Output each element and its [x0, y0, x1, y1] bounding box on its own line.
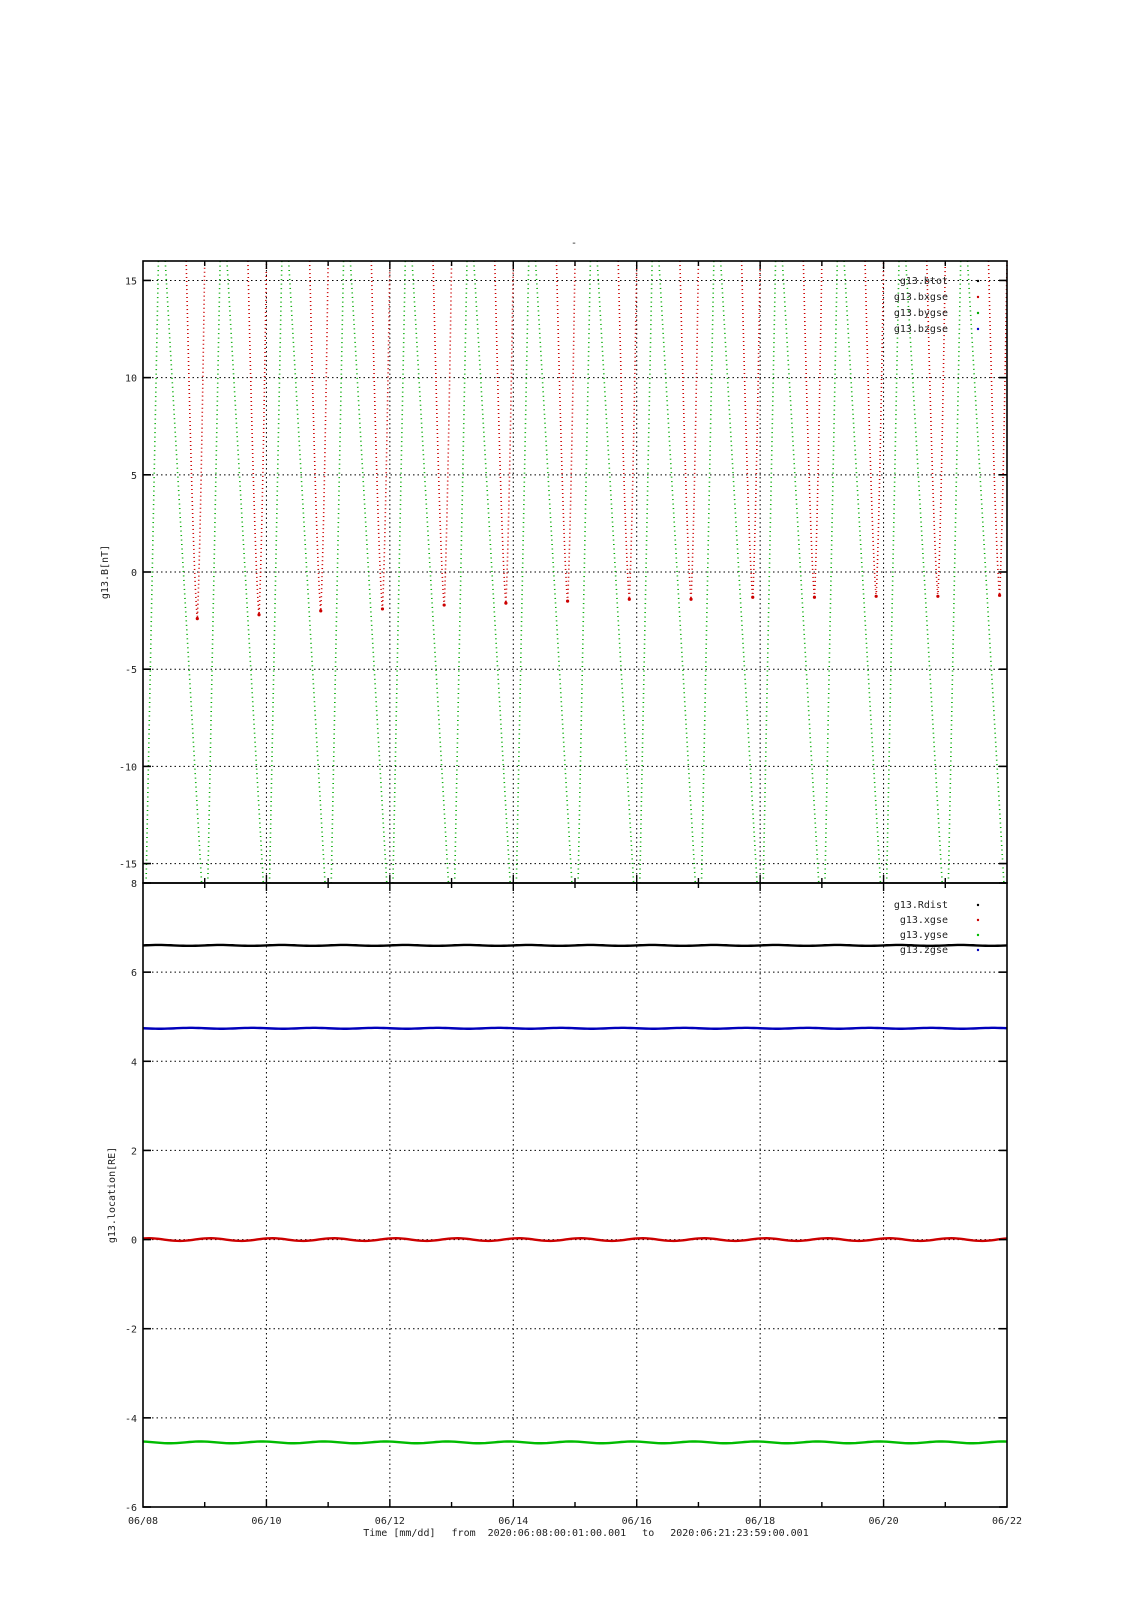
bygse-rise-line: [640, 261, 652, 883]
tick-label-x-time: 06/12: [374, 1516, 405, 1527]
series-line-g13-xgse: [143, 1238, 1007, 1241]
tick-label-x-time: 06/14: [498, 1516, 529, 1527]
bxgse-minimum-point: [689, 598, 692, 601]
legend-label-location: g13.zgse: [899, 945, 948, 956]
location-frame: [143, 883, 1007, 1507]
series-line-g13-zgse: [143, 1028, 1007, 1029]
bxgse-minimum-point: [998, 594, 1001, 597]
bxgse-dip-line: [618, 261, 637, 599]
tick-label-x-time: 06/10: [251, 1516, 282, 1527]
magnetic-field-legend: [894, 276, 979, 335]
bygse-rise-line: [270, 261, 282, 883]
legend-swatch-location: [977, 934, 979, 936]
tick-label-y-b: -10: [118, 762, 137, 774]
bxgse-minimum-point: [257, 613, 260, 616]
tick-label-y-b: 15: [124, 276, 137, 288]
bxgse-minimum-point: [628, 598, 631, 601]
bygse-rise-line: [393, 261, 405, 883]
legend-label-location: g13.Rdist: [893, 900, 948, 911]
tick-label-x-time: 06/08: [127, 1516, 159, 1527]
bxgse-dip-line: [371, 261, 390, 609]
bxgse-dip-line: [742, 261, 761, 597]
bxgse-minimum-point: [566, 600, 569, 603]
tick-label-y-b: 0: [130, 568, 137, 579]
legend-swatch-location: [977, 949, 979, 951]
location-y-ticks: [125, 879, 1007, 1514]
bxgse-dip-line: [556, 261, 575, 601]
legend-swatch-location: [977, 904, 979, 906]
bxgse-dip-line: [495, 261, 514, 603]
location-series: [143, 945, 1007, 1443]
tick-label-y-b: 10: [124, 373, 137, 385]
bygse-rise-line: [887, 261, 899, 883]
legend-swatch-b: [977, 328, 979, 330]
legend-label-b: g13.bygse: [893, 308, 948, 319]
location-y-axis-label: g13.location[RE]: [107, 1146, 118, 1244]
bxgse-dip-line: [865, 261, 884, 596]
tick-label-y-location: 2: [130, 1146, 137, 1158]
bxgse-minimum-point: [813, 596, 816, 599]
magnetic-field-series: [146, 261, 1007, 883]
legend-label-b: g13.bxgse: [893, 292, 948, 303]
legend-label-b: g13.bzgse: [893, 324, 948, 335]
footer-from-label: from: [451, 1528, 476, 1539]
bxgse-minimum-point: [751, 596, 754, 599]
bxgse-minimum-point: [504, 602, 507, 605]
bxgse-minimum-point: [936, 595, 939, 598]
bxgse-minimum-point: [196, 617, 199, 620]
bygse-rise-line: [702, 261, 714, 883]
bxgse-dip-line: [310, 261, 329, 611]
bxgse-dip-line: [433, 261, 452, 605]
bxgse-minimum-point: [381, 607, 384, 610]
bxgse-minimum-point: [443, 603, 446, 606]
tick-label-y-location: 8: [130, 879, 137, 890]
footer-from-value: 2020:06:08:00:01:00.001: [487, 1528, 627, 1539]
bxgse-minimum-point: [319, 609, 322, 612]
legend-label-location: g13.xgse: [899, 915, 948, 926]
footer-caption: [363, 1528, 808, 1539]
legend-label-b: g13.btot: [899, 276, 948, 287]
location-legend: [894, 900, 979, 956]
series-line-g13-Rdist: [143, 945, 1007, 946]
bygse-rise-line: [208, 261, 220, 883]
legend-swatch-b: [977, 280, 979, 282]
location-grid: [143, 883, 1007, 1507]
magnetic-field-y-axis-label: g13.B[nT]: [100, 544, 111, 600]
footer-time-label: Time [mm/dd]: [363, 1528, 436, 1539]
tick-label-x-time: 06/22: [991, 1516, 1023, 1527]
bygse-fall-line: [659, 261, 695, 883]
magnetic-field-panel: [100, 261, 1007, 883]
tick-label-y-b: -5: [124, 665, 137, 677]
bxgse-dip-line: [988, 261, 1007, 595]
tick-label-y-b: 5: [130, 470, 137, 482]
tick-label-x-time: 06/20: [868, 1516, 899, 1527]
bygse-fall-line: [227, 261, 263, 883]
bxgse-minimum-point: [875, 595, 878, 598]
location-panel: [107, 879, 1007, 1514]
bygse-fall-line: [906, 261, 942, 883]
bxgse-dip-line: [803, 261, 822, 597]
legend-label-location: g13.ygse: [899, 930, 948, 941]
tick-label-y-location: 4: [130, 1057, 137, 1069]
tick-label-y-location: 0: [130, 1235, 137, 1247]
tick-label-y-b: -15: [118, 859, 137, 871]
time-x-ticks: [128, 1516, 1022, 1527]
series-line-g13-ygse: [143, 1441, 1007, 1443]
legend-swatch-b: [977, 296, 979, 298]
footer-to-label: to: [642, 1528, 655, 1539]
legend-swatch-location: [977, 919, 979, 921]
bygse-fall-line: [474, 261, 510, 883]
tick-label-y-location: -6: [124, 1503, 137, 1514]
legend-swatch-b: [977, 312, 979, 314]
tick-label-y-location: -4: [124, 1413, 137, 1425]
chart-title-mark: -: [570, 238, 578, 249]
bxgse-dip-line: [248, 261, 267, 615]
bygse-rise-line: [455, 261, 467, 883]
bxgse-dip-line: [680, 261, 699, 599]
tick-label-y-location: -2: [124, 1324, 137, 1336]
tick-label-x-time: 06/16: [621, 1516, 652, 1527]
bygse-rise-line: [825, 261, 837, 883]
tick-label-x-time: 06/18: [745, 1516, 776, 1527]
bxgse-dip-line: [186, 261, 205, 619]
tick-label-y-location: 6: [130, 968, 137, 980]
footer-to-value: 2020:06:21:23:59:00.001: [670, 1528, 809, 1539]
